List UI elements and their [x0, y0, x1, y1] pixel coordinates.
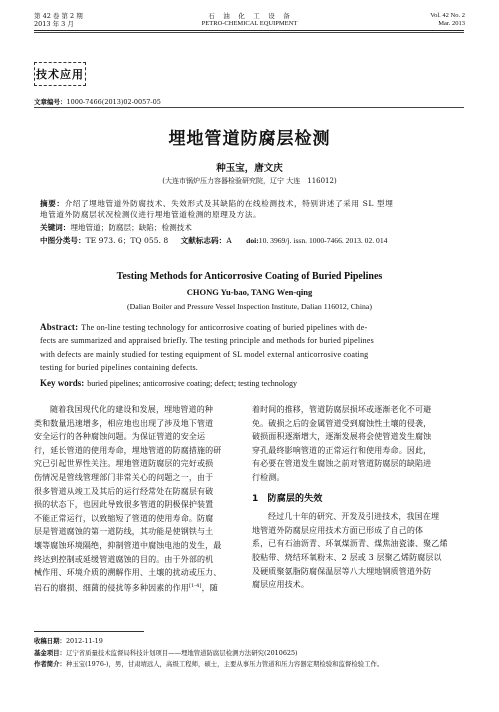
keywords-cn: [40, 222, 192, 233]
body-left-column: [34, 403, 246, 595]
footnote-label: 作者简介：: [34, 660, 66, 668]
body-line: 终达到控制或延缓管道腐蚀的目的。由于外部的机: [34, 554, 214, 564]
body-line: 经过几十年的研究、开发及引进技术，我国在埋: [268, 512, 440, 522]
body-line: 伤情况是管线管理部门非常关心的问题之一，由于: [34, 472, 214, 482]
body-line: 安全运行的各种腐蚀问题。为保证管道的安全运: [34, 432, 206, 442]
classification-label: 中图分类号：: [40, 236, 86, 245]
footnote-label: 基金项目：: [34, 648, 66, 657]
body-line: 究已引起世界性关注。埋地管道防腐层的完好或损: [34, 459, 214, 469]
article-id-rule: [34, 107, 464, 108]
doi-label: doi:: [246, 236, 259, 245]
body-line: 械作用、环境介质的溯解作用、土壤的扰动或压力、: [34, 568, 222, 578]
classification-value: TE 973. 6；TQ 055. 8: [85, 236, 169, 245]
body-line-tail: ，随: [201, 583, 218, 593]
body-line: 随着我国现代化的建设和发展，埋地管道的种: [50, 405, 213, 414]
footnote-value: 辽宁省质量技术监督局科技计划项目——埋地管道防腐层检测方法研究(2010625): [65, 648, 298, 657]
body-line: 行，延长管道的使用寿命，埋地管道的防腐措施的研: [34, 445, 222, 455]
abstract-cn-line: 介绍了埋地管道外防腐技术、失效形式及其缺陷的在线检测技术，特别讲述了采用 SL 型埋: [64, 199, 394, 208]
body-line: 壤等腐蚀环境隔绝，抑制管道中腐蚀电池的发生，最: [34, 540, 222, 550]
keywords-cn-label: 关键词：: [40, 223, 71, 232]
body-line: 损的状态下，也因此导致很多管道的阴极保护装置: [34, 500, 214, 510]
keywords-en-value: buried pipelines; anticorrosive coating; defect; testing technology: [87, 379, 297, 388]
body-line: 破损面积逐渐增大，逐渐发展将会使管道发生腐蚀: [252, 432, 432, 442]
body-line: 穿孔最终影响管道的正常运行和使用寿命。因此，: [252, 445, 432, 455]
body-line: 系，已有石油沥青、环氧煤沥青、煤焦油瓷漆、聚乙烯: [252, 539, 448, 549]
abstract-en-line: The on-line testing technology for anticorrosive coating of buried pipelines with de-: [81, 323, 368, 332]
date-line: 2013 年 3 月: [34, 20, 74, 28]
abstract-en: [40, 321, 460, 375]
body-line: 免。破损之后的金属管道受到腐蚀性土壤的侵袭，: [252, 418, 432, 428]
journal-name-cn: 石 油 化 工 设 备: [208, 12, 291, 20]
authors-en: CHONG Yu-bao, TANG Wen-qing: [186, 287, 313, 297]
article-id: [34, 97, 161, 106]
abstract-cn: [40, 198, 460, 220]
volume-line: 第 42 卷 第 2 期: [34, 12, 83, 20]
authors-cn: 种玉宝，唐文庆: [216, 163, 283, 174]
body-line: 着时间的推移，管道防腐层损坏或逐渐老化不可避: [252, 405, 432, 414]
date-en: Mar. 2013: [438, 20, 465, 27]
abstract-cn-label: 摘要：: [40, 199, 65, 208]
footnote: [34, 659, 464, 671]
section-box: [34, 62, 86, 86]
title-cn: 埋地管道防腐层检测: [168, 129, 331, 149]
footnote-label: 收稿日期：: [34, 637, 66, 645]
issue-info-en: [430, 12, 465, 28]
body-line: 腐层应用技术。: [252, 580, 310, 590]
footnote-value: 种玉宝(1976-)，男，甘肃靖远人，高级工程师，硕士，主要从事压力管道和压力容器定期检验和监督检验工作。: [65, 660, 384, 668]
body-line: 岩石的磨损、细菌的侵扰等多种因素的作用: [34, 583, 189, 593]
abstract-en-label: Abstract:: [40, 322, 79, 332]
body-line: 地管道外防腐层应用技术方面已形成了自己的体: [252, 525, 424, 535]
header-rule: [34, 30, 464, 31]
footnote: [34, 648, 464, 660]
section-box-label: 技术应用: [36, 68, 84, 81]
body-line: 类和数量迅速增多，相应地也出现了涉及地下管道: [34, 418, 214, 428]
abstract-en-line: with defects are mainly studied for testing equipment of SL model external anticorrosive coating: [40, 349, 369, 359]
abstract-en-line: fects are summarized and appraised briefly. The testing principle and methods for buried pipelines: [40, 336, 374, 346]
body-line: 不能正常运行，以致缩短了管道的使用寿命。防腐: [34, 513, 214, 523]
affiliation-en: (Dalian Boiler and Pressure Vessel Inspection Institute, Dalian 116012, China): [127, 302, 372, 311]
footnote-rule: [34, 631, 144, 632]
doc-code-label: 文献标志码：: [180, 236, 227, 245]
citation: [1-4]: [188, 582, 202, 589]
doi-value: 10. 3969/j. issn. 1000-7466. 2013. 02. 014: [258, 236, 388, 245]
body-right-column: [252, 403, 464, 592]
body-line: 胶粘带、烧结环氧粉末、2 层或 3 层聚乙烯防腐层以: [252, 552, 442, 562]
footnote: [34, 636, 464, 648]
abstract-en-line: testing for buried pipelines containing defects.: [40, 363, 199, 373]
journal-name-en: PETRO-CHEMICAL EQUIPMENT: [201, 20, 298, 27]
title-en: Testing Methods for Anticorrosive Coating of Buried Pipelines: [116, 271, 383, 282]
header-rule-2: [34, 32, 464, 33]
journal-name: [0, 12, 499, 28]
vol-en: Vol. 42 No. 2: [430, 12, 465, 19]
body-line: 有必要在管道发生腐蚀之前对管道防腐层的缺陷进: [252, 459, 432, 469]
keywords-cn-value: 埋地管道；防腐层；缺陷；检测技术: [70, 223, 192, 232]
article-id-value: 1000-7466(2013)02-0057-05: [66, 98, 161, 106]
body-line: 层是管道腐蚀的第一道防线，其功能是使钢铁与土: [34, 527, 214, 537]
body-line: 很多管道从竣工及其后的运行经常处在防腐层有破: [34, 486, 214, 496]
body-line: 及硬质聚氨脂防腐保温层等八大埋地钢质管道外防: [252, 566, 432, 576]
article-id-label: 文章编号：: [34, 98, 67, 106]
footnotes: [34, 636, 464, 671]
doc-code-value: A: [226, 236, 232, 245]
keywords-en-label: Key words:: [40, 378, 85, 388]
keywords-en: [40, 378, 297, 388]
section-heading: 1 防腐层的失效: [252, 493, 323, 504]
classification: [40, 235, 470, 246]
affiliation-cn: (大连市锅炉压力容器检验研究院，辽宁 大连 116012): [162, 177, 337, 185]
abstract-cn-line: 地管道外防腐层状况检测仪进行埋地管道检测的原理及方法。: [40, 210, 262, 219]
footnote-value: 2012-11-19: [65, 637, 103, 645]
body-line: 行检测。: [252, 472, 285, 482]
